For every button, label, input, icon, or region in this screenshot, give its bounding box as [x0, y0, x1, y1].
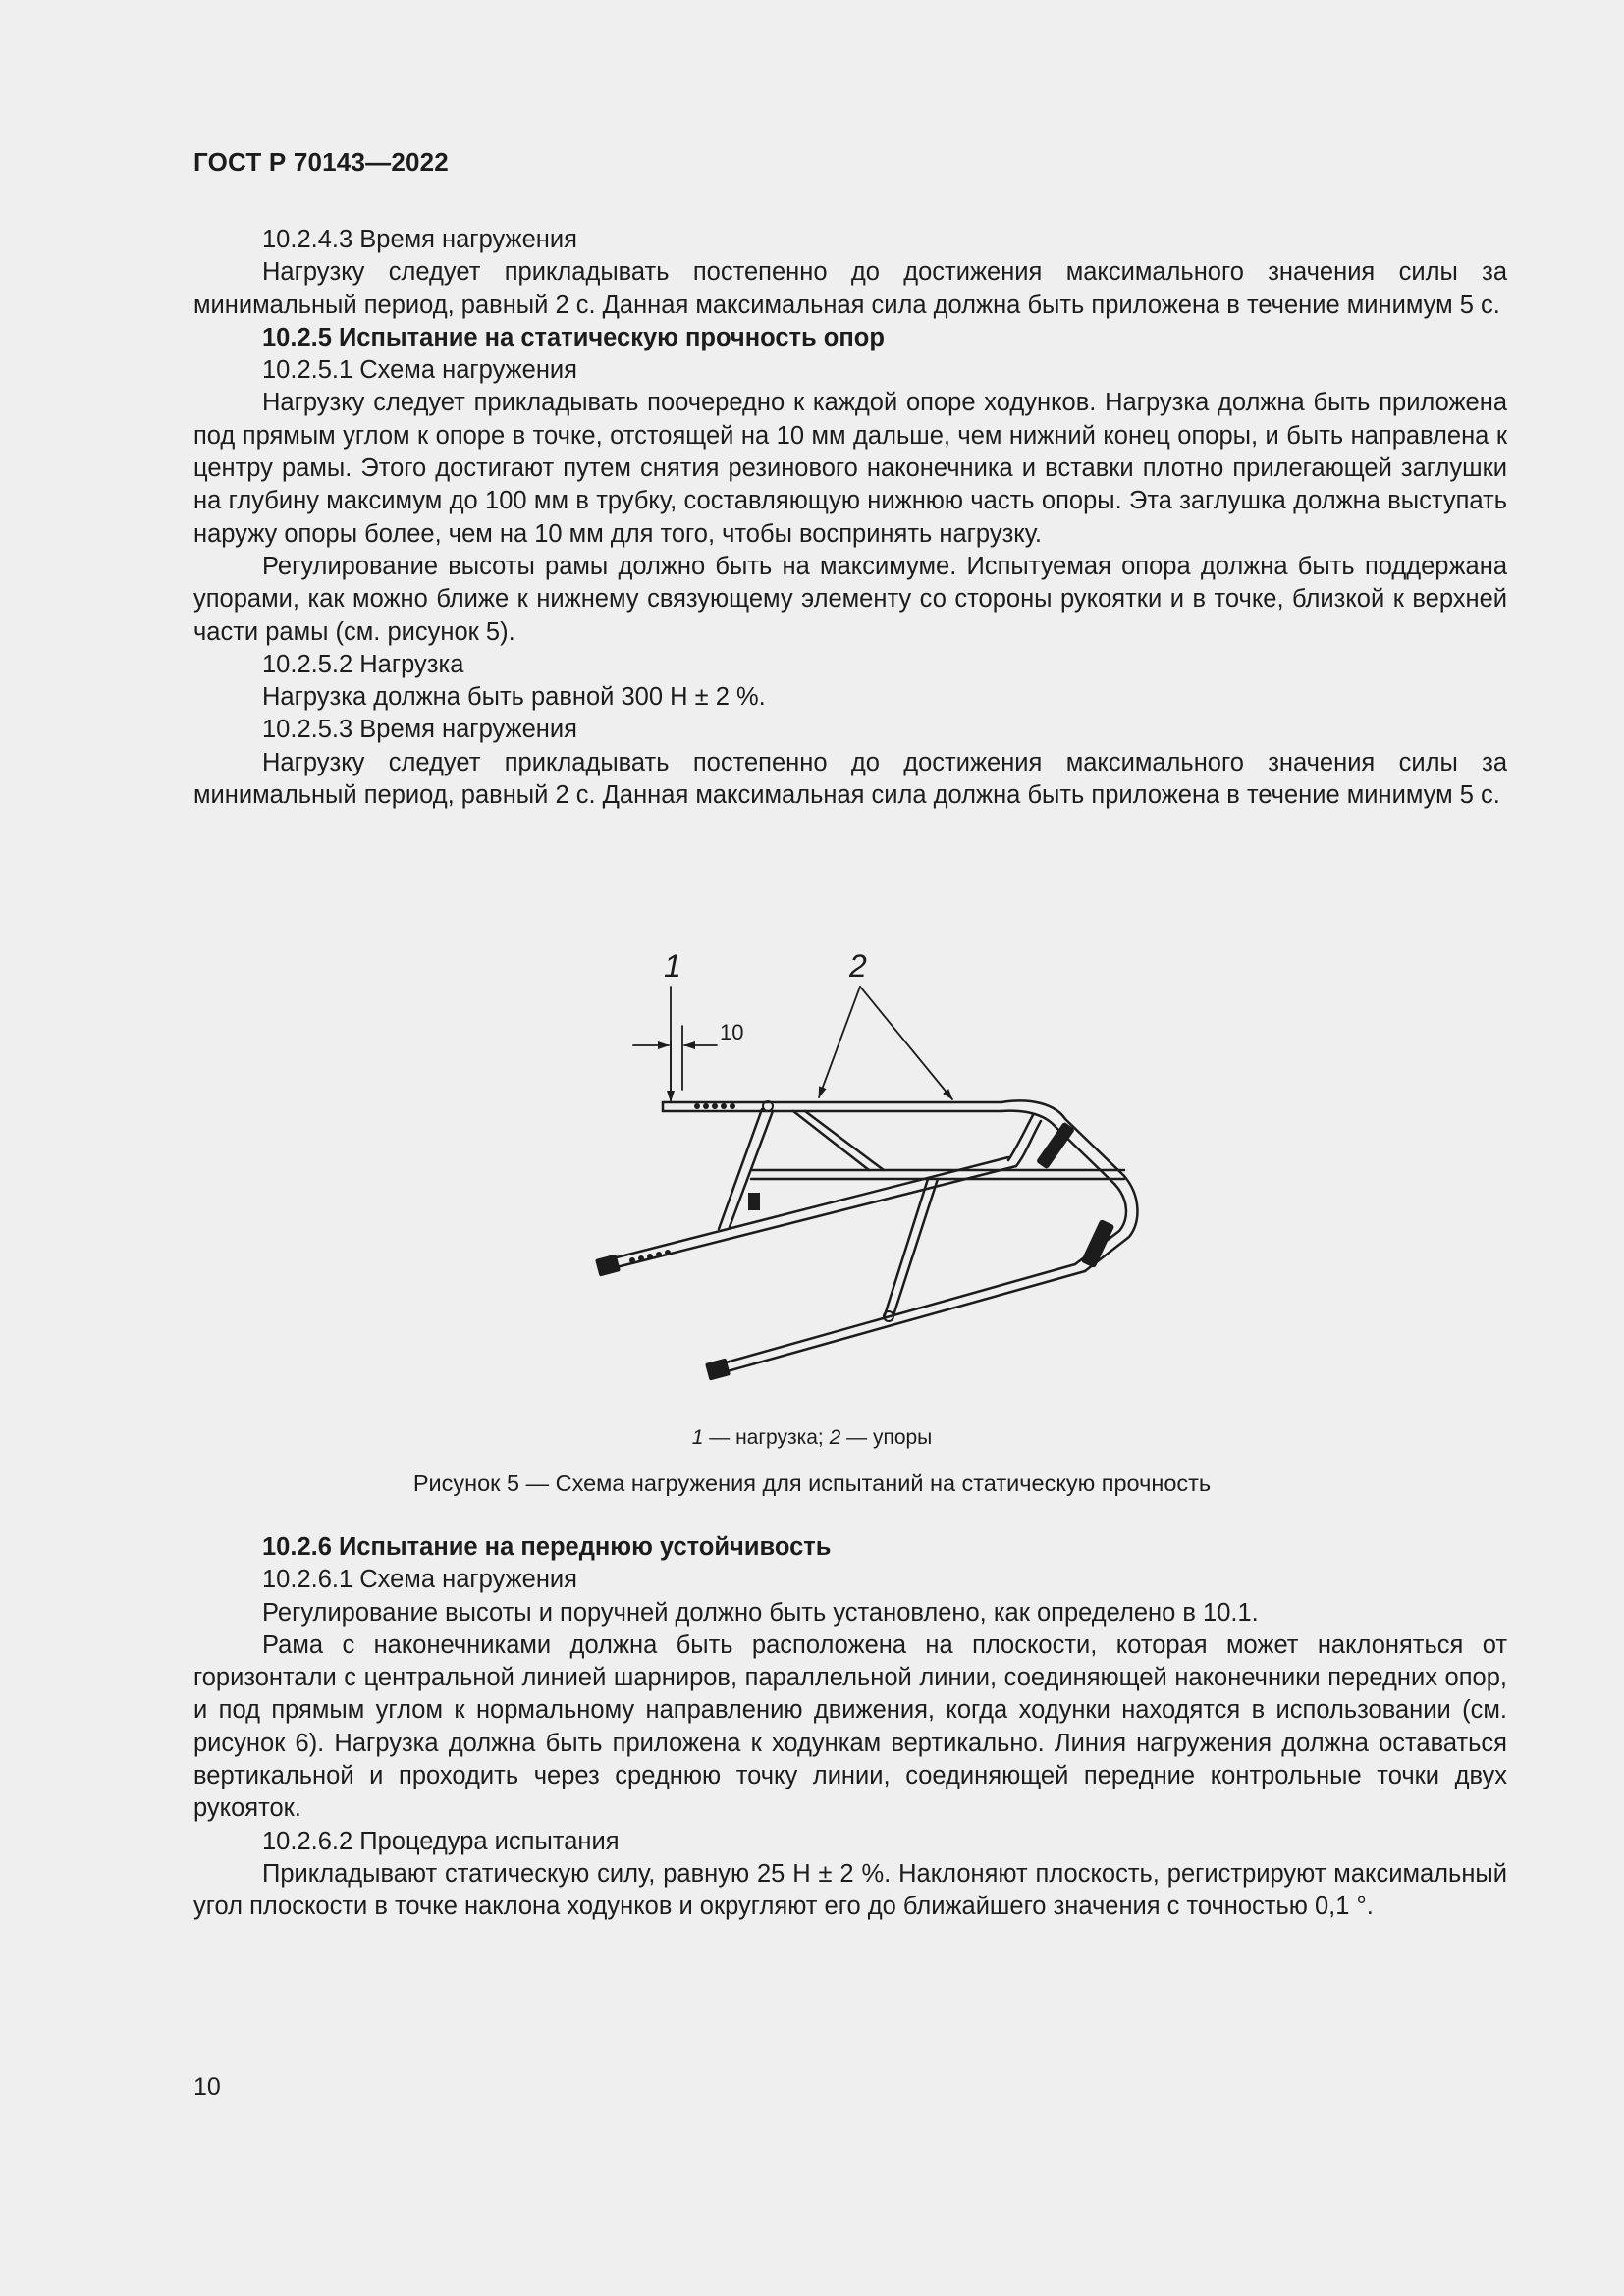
clause-10-2-6-heading: 10.2.6 Испытание на переднюю устойчивость	[262, 1533, 832, 1561]
clause-10-2-6-1-paragraph-1: Регулирование высоты и поручней должно быть установлено, как определено в 10.1.	[262, 1598, 1259, 1627]
clause-10-2-6-2-text: Прикладывают статическую силу, равную 25 Н ± 2 %. Наклоняют плоскость, регистрируют максимальный угол плоскости в точке наклона ходунков и округляют его до ближайшего значения с точностью 0,1 °.	[193, 1859, 1507, 1921]
clause-10-2-5-1-paragraph-2: Регулирование высоты рамы должно быть на максимуме. Испытуемая опора должна быть поддержана упорами, как можно ближе к нижнему связующему элементу со стороны рукоятки и в точке, близкой к верхней части рамы (см. рисунок 5).	[193, 552, 1507, 646]
clause-10-2-6-1-heading: 10.2.6.1 Схема нагружения	[262, 1566, 577, 1594]
legend-key-2: 2	[829, 1426, 841, 1449]
clause-10-2-5-2-heading: 10.2.5.2 Нагрузка	[262, 650, 464, 678]
clause-10-2-5-3-heading: 10.2.5.3 Время нагружения	[262, 716, 577, 744]
clause-10-2-5-2-text: Нагрузка должна быть равной 300 Н ± 2 %.	[262, 683, 766, 712]
clause-10-2-6-2-heading: 10.2.6.2 Процедура испытания	[262, 1827, 620, 1855]
clause-10-2-6-1-paragraph-2: Рама с наконечниками должна быть расположена на плоскости, которая может наклоняться от горизонтали с центральной линией шарниров, параллельной линии, соединяющей наконечники передних опор, и под прямым углом к нормальному направлению движения, когда ходунки находятся в использовании (см. рисунок 6). Нагрузка должна быть приложена к ходункам вертикально. Линия нагружения должна оставаться вертикальной и проходить через среднюю точку линии, соединяющей передние контрольные точки двух рукояток.	[193, 1630, 1507, 1823]
clause-10-2-4-3-text: Нагрузку следует прикладывать постепенно до достижения максимального значения силы за минимальный период, равный 2 с. Данная максимальная сила должна быть приложена в течение минимум 5 с.	[193, 258, 1507, 319]
page-number: 10	[193, 2073, 221, 2101]
figure-caption: Рисунок 5 — Схема нагружения для испытаний на статическую прочность	[412, 1470, 1212, 1496]
legend-text-1: — нагрузка;	[703, 1426, 830, 1449]
clause-10-2-4-3-heading: 10.2.4.3 Время нагружения	[262, 226, 577, 253]
walker-load-diagram	[569, 942, 1159, 1394]
figure-5	[569, 942, 1159, 1394]
legend-key-1: 1	[691, 1426, 704, 1449]
clause-10-2-5-heading: 10.2.5 Испытание на статическую прочность опор	[262, 323, 885, 351]
clause-10-2-5-1-heading: 10.2.5.1 Схема нагружения	[262, 356, 577, 385]
section-top	[193, 224, 1507, 812]
figure-legend	[0, 1426, 1624, 1450]
dimension-10-label: 10	[720, 1020, 744, 1044]
legend-text-2: — упоры	[840, 1426, 933, 1449]
section-bottom	[193, 1531, 1507, 1924]
clause-10-2-5-1-paragraph-1: Нагрузку следует прикладывать поочередно к каждой опоре ходунков. Нагрузка должна быть приложена под прямым углом к опоре в точке, отстоящей на 10 мм дальше, чем нижний конец опоры, и быть направлена к центру рамы. Этого достигают путем снятия резинового наконечника и вставки плотно прилегающей заглушки на глубину максимум до 100 мм в трубку, составляющую нижнюю часть опоры. Эта заглушка должна выступать наружу опоры более, чем на 10 мм для того, чтобы воспринять нагрузку.	[193, 389, 1507, 548]
clause-10-2-5-3-text: Нагрузку следует прикладывать постепенно до достижения максимального значения силы за минимальный период, равный 2 с. Данная максимальная сила должна быть приложена в течение минимум 5 с.	[193, 748, 1507, 810]
callout-1-label: 1	[664, 948, 681, 984]
document-header: ГОСТ Р 70143—2022	[193, 147, 449, 177]
callout-2-label: 2	[849, 948, 867, 984]
